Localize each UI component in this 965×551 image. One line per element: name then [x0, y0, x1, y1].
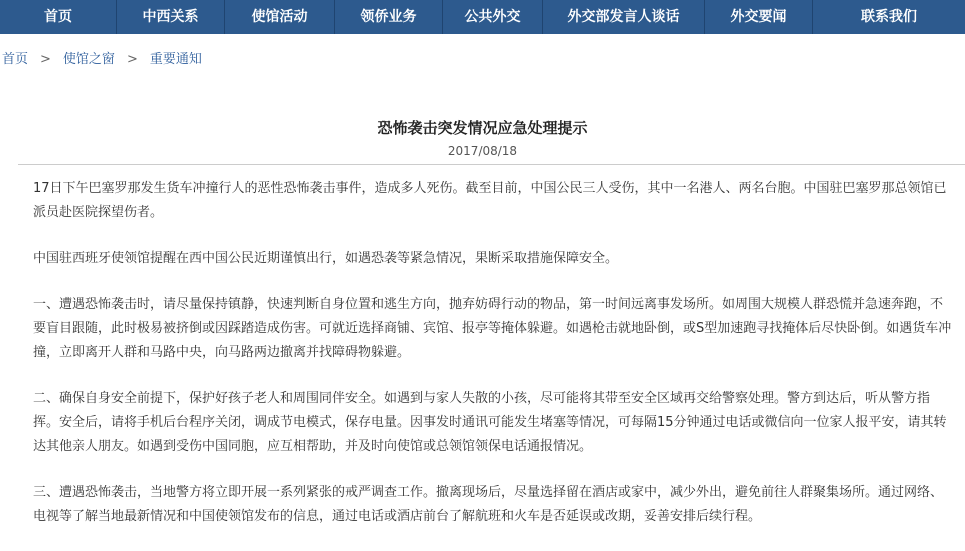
nav-item-china-spain-relations[interactable]: 中西关系	[117, 0, 225, 34]
article-paragraph: 二、确保自身安全前提下，保护好孩子老人和周围同伴安全。如遇到与家人失散的小孩，尽可能将其带至安全区域再交给警察处理。警方到达后，听从警方指挥。安全后，请将手机后台程序关闭，调成节电模式，保存电量。因事发时通讯可能发生堵塞等情况，可每隔15分钟通过电话或微信向一位家人报平安，请其转达其他亲人朋友。如遇到受伤中国同胞，应互相帮助，并及时向使馆或总领馆领保电话通报情况。	[33, 391, 947, 454]
article-date: 2017/08/18	[447, 144, 518, 158]
nav-item-contact-us[interactable]: 联系我们	[861, 9, 917, 25]
breadcrumb-separator: >	[126, 52, 138, 67]
top-nav-bar	[0, 0, 965, 34]
nav-item-public-diplomacy[interactable]: 公共外交	[443, 0, 543, 34]
breadcrumb	[2, 50, 202, 70]
nav-item-home[interactable]: 首页	[0, 0, 117, 34]
breadcrumb-embassy-window-link[interactable]: 使馆之窗	[62, 52, 115, 67]
article-paragraph: 三、遭遇恐怖袭击，当地警方将立即开展一系列紧张的戒严调查工作。撤离现场后，尽量选择留在酒店或家中，减少外出，避免前往人群聚集场所。通过网络、电视等了解当地最新情况和中国使领馆发布的信息，通过电话或酒店前台了解航班和火车是否延误或改期，妥善安排后续行程。	[33, 485, 944, 524]
article-body	[33, 177, 953, 551]
article-paragraph: 一、遭遇恐怖袭击时，请尽量保持镇静，快速判断自身位置和逃生方向，抛弃妨碍行动的物品，第一时间远离事发场所。如周围大规模人群恐慌并急速奔跑，不要盲目跟随，此时极易被挤倒或因踩踏造成伤害。可就近选择商铺、宾馆、报亭等掩体躲避。如遇枪击就地卧倒，或S型加速跑寻找掩体后尽快卧倒。如遇货车冲撞，立即离开人群和马路中央，向马路两边撤离并找障碍物躲避。	[33, 297, 952, 360]
breadcrumb-separator: >	[40, 52, 51, 67]
article-paragraph: 中国驻西班牙使领馆提醒在西中国公民近期谨慎出行，如遇恐袭等紧急情况，果断采取措施保障安全。	[33, 251, 619, 266]
breadcrumb-important-notice-link[interactable]: 重要通知	[149, 52, 202, 67]
nav-item-spokesperson-remarks[interactable]: 外交部发言人谈话	[543, 0, 705, 34]
title-divider	[18, 164, 965, 165]
article-title: 恐怖袭击突发情况应急处理提示	[377, 119, 588, 137]
nav-item-embassy-activities[interactable]: 使馆活动	[225, 0, 335, 34]
breadcrumb-home-link[interactable]: 首页	[2, 52, 29, 67]
nav-item-diplomatic-news[interactable]: 外交要闻	[705, 0, 813, 34]
article-paragraph: 17日下午巴塞罗那发生货车冲撞行人的恶性恐怖袭击事件，造成多人死伤。截至目前，中国公民三人受伤，其中一名港人、两名台胞。中国驻巴塞罗那总领馆已派员赴医院探望伤者。	[33, 181, 947, 220]
nav-item-consular-services[interactable]: 领侨业务	[335, 0, 443, 34]
